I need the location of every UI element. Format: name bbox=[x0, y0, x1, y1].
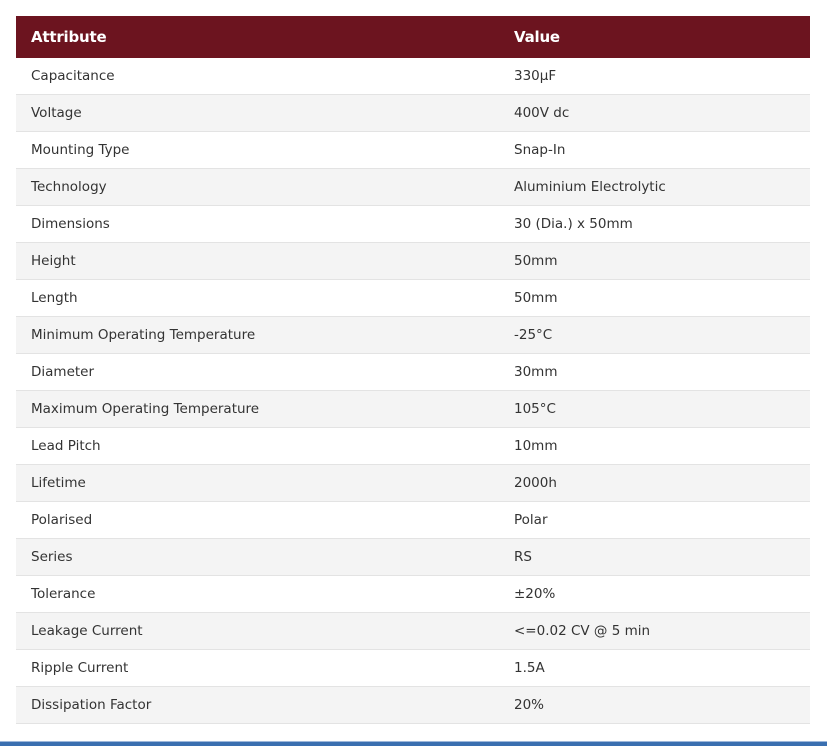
attribute-cell: Mounting Type bbox=[16, 132, 499, 169]
value-cell: Snap-In bbox=[499, 132, 810, 169]
table-row bbox=[16, 687, 810, 724]
table-row bbox=[16, 280, 810, 317]
value-cell: 20% bbox=[499, 687, 810, 724]
table-row bbox=[16, 613, 810, 650]
attribute-cell: Lifetime bbox=[16, 465, 499, 502]
table-header bbox=[16, 16, 810, 58]
table-row bbox=[16, 132, 810, 169]
attribute-cell: Series bbox=[16, 539, 499, 576]
value-cell: 2000h bbox=[499, 465, 810, 502]
value-cell: 330μF bbox=[499, 58, 810, 95]
attribute-cell: Dissipation Factor bbox=[16, 687, 499, 724]
table-body bbox=[16, 58, 810, 724]
value-cell: RS bbox=[499, 539, 810, 576]
value-column-header: Value bbox=[514, 28, 560, 46]
table-row bbox=[16, 243, 810, 280]
value-cell: -25°C bbox=[499, 317, 810, 354]
attribute-cell: Diameter bbox=[16, 354, 499, 391]
table-row bbox=[16, 576, 810, 613]
value-cell: 400V dc bbox=[499, 95, 810, 132]
attribute-cell: Technology bbox=[16, 169, 499, 206]
table-row bbox=[16, 169, 810, 206]
footer-accent-bar bbox=[0, 742, 827, 746]
table-row bbox=[16, 206, 810, 243]
value-cell: 50mm bbox=[499, 280, 810, 317]
attribute-column-header: Attribute bbox=[31, 28, 107, 46]
value-cell: 105°C bbox=[499, 391, 810, 428]
attribute-cell: Maximum Operating Temperature bbox=[16, 391, 499, 428]
value-cell: <=0.02 CV @ 5 min bbox=[499, 613, 810, 650]
table-row bbox=[16, 391, 810, 428]
value-cell: 10mm bbox=[499, 428, 810, 465]
attribute-cell: Tolerance bbox=[16, 576, 499, 613]
specifications-table bbox=[16, 16, 810, 724]
table-header-row bbox=[16, 16, 810, 58]
value-cell: Aluminium Electrolytic bbox=[499, 169, 810, 206]
value-cell: 30mm bbox=[499, 354, 810, 391]
value-cell: 50mm bbox=[499, 243, 810, 280]
attribute-cell: Ripple Current bbox=[16, 650, 499, 687]
attribute-cell: Polarised bbox=[16, 502, 499, 539]
attribute-cell: Leakage Current bbox=[16, 613, 499, 650]
table-row bbox=[16, 539, 810, 576]
table-row bbox=[16, 95, 810, 132]
attribute-cell: Lead Pitch bbox=[16, 428, 499, 465]
attribute-cell: Height bbox=[16, 243, 499, 280]
attribute-cell: Minimum Operating Temperature bbox=[16, 317, 499, 354]
attribute-cell: Length bbox=[16, 280, 499, 317]
attribute-cell: Dimensions bbox=[16, 206, 499, 243]
table-row bbox=[16, 58, 810, 95]
table-row bbox=[16, 354, 810, 391]
value-cell: 30 (Dia.) x 50mm bbox=[499, 206, 810, 243]
table-row bbox=[16, 428, 810, 465]
attribute-cell: Capacitance bbox=[16, 58, 499, 95]
table-row bbox=[16, 465, 810, 502]
value-cell: 1.5A bbox=[499, 650, 810, 687]
table-row bbox=[16, 650, 810, 687]
value-cell: ±20% bbox=[499, 576, 810, 613]
table-row bbox=[16, 317, 810, 354]
value-cell: Polar bbox=[499, 502, 810, 539]
attribute-cell: Voltage bbox=[16, 95, 499, 132]
table-row bbox=[16, 502, 810, 539]
